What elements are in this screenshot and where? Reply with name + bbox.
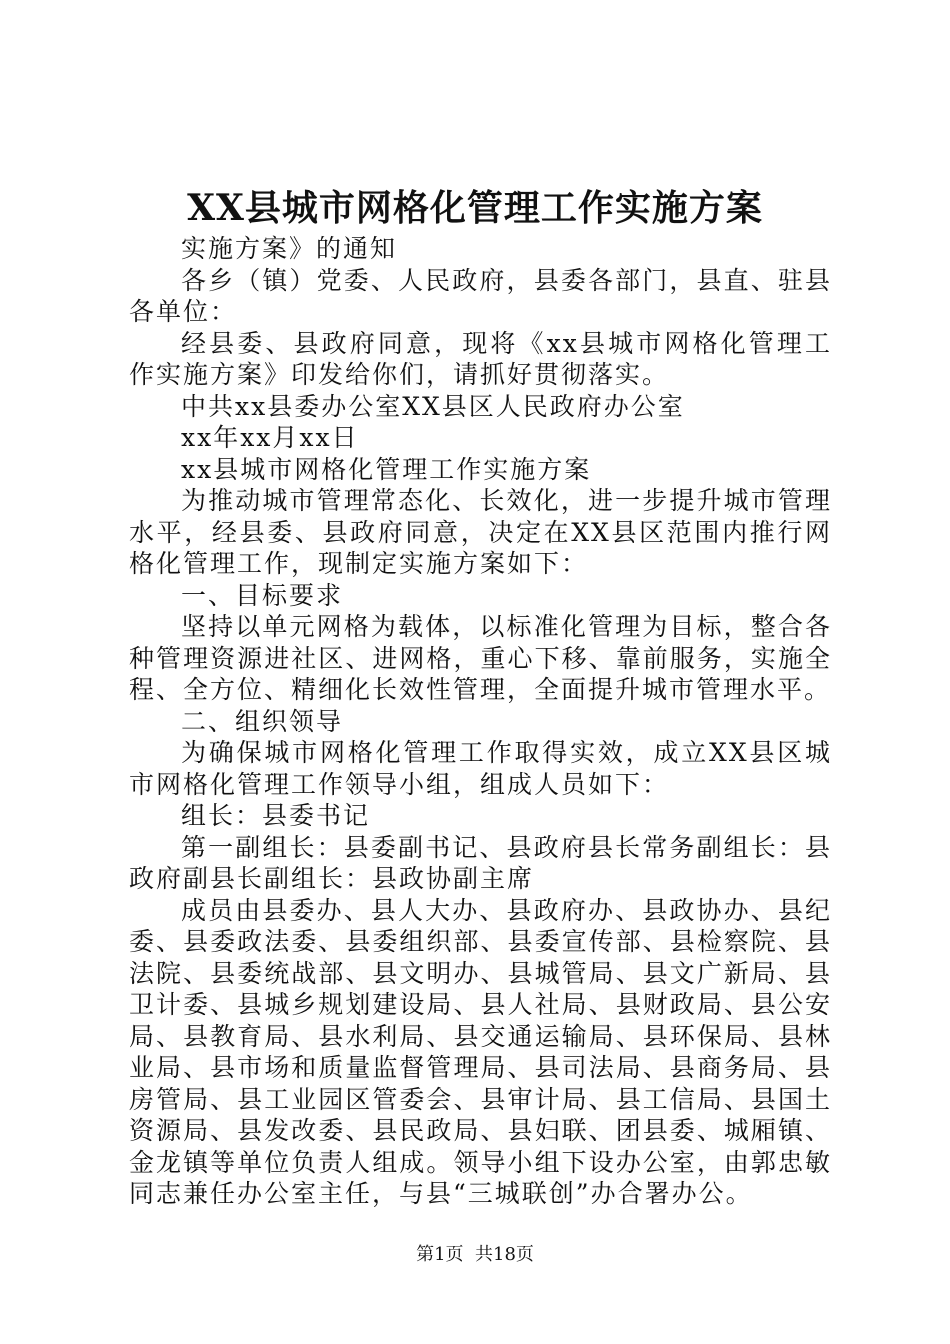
paragraph-group-leader: 组长：县委书记 — [181, 801, 371, 830]
paragraph-forward-notice: 经县委、县政府同意，现将《xx县城市网格化管理工作实施方案》印发给你们，请抓好贯彻落实。 — [129, 328, 832, 389]
page-footer — [0, 1243, 950, 1267]
document-body — [129, 233, 832, 1210]
section-heading-goals: 一、目标要求 — [181, 580, 344, 610]
paragraph-date: xx年xx月xx日 — [181, 423, 359, 452]
document-title: XX县城市网格化管理工作实施方案 — [187, 187, 763, 229]
paragraph-goals: 坚持以单元网格为载体，以标准化管理为目标，整合各种管理资源进社区、进网格，重心下移、靠前服务，实施全程、全方位、精细化长效性管理，全面提升城市管理水平。 — [129, 612, 832, 704]
paragraph-deputy-leaders: 第一副组长：县委副书记、县政府县长常务副组长：县政府副县长副组长：县政协副主席 — [129, 832, 832, 893]
paragraph-plan-title: xx县城市网格化管理工作实施方案 — [181, 454, 592, 484]
page-number: 第1页 — [416, 1244, 464, 1265]
paragraph-notice-heading: 实施方案》的通知 — [181, 234, 398, 263]
paragraph-members: 成员由县委办、县人大办、县政府办、县政协办、县纪委、县委政法委、县委组织部、县委宣传部、县检察院、县法院、县委统战部、县文明办、县城管局、县文广新局、县卫计委、县城乡规划建设局、县人社局、县财政局、县公安局、县教育局、县水利局、县交通运输局、县环保局、县林业局、县市场和质量监督管理局、县司法局、县商务局、县房管局、县工业园区管委会、县审计局、县工信局、县国土资源局、县发改委、县民政局、县妇联、团县委、城厢镇、金龙镇等单位负责人组成。领导小组下设办公室，由郭忠敏同志兼任办公室主任，与县“三城联创”办合署办公。 — [129, 895, 832, 1208]
paragraph-intro: 为推动城市管理常态化、长效化，进一步提升城市管理水平，经县委、县政府同意，决定在XX县区范围内推行网格化管理工作，现制定实施方案如下： — [129, 486, 832, 578]
paragraph-leadership-group: 为确保城市网格化管理工作取得实效，成立XX县区城市网格化管理工作领导小组，组成人员如下： — [129, 738, 832, 799]
page-total: 共18页 — [475, 1244, 534, 1265]
paragraph-issuer: 中共xx县委办公室XX县区人民政府办公室 — [181, 391, 685, 421]
paragraph-addressees: 各乡（镇）党委、人民政府，县委各部门，县直、驻县各单位： — [129, 265, 832, 326]
section-heading-leadership: 二、组织领导 — [181, 706, 344, 736]
